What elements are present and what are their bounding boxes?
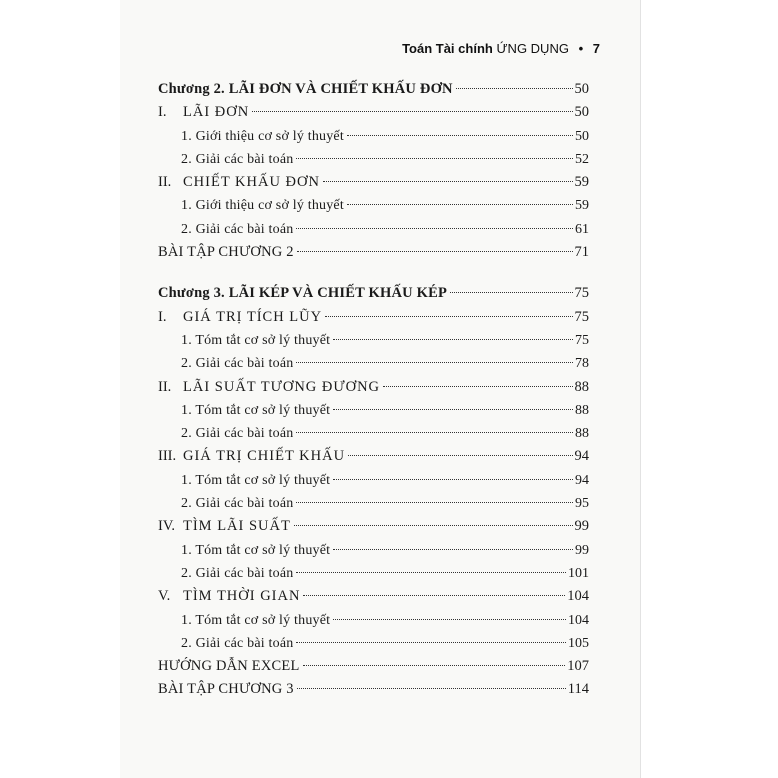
toc-section-number: III. [158,448,177,465]
toc-entry-sub [158,539,589,562]
toc-dot-leader [347,204,573,205]
toc-page-number: 75 [574,285,589,302]
toc-entry-label: 1. Giới thiệu cơ sở lý thuyết [181,128,344,144]
toc-dot-leader [325,316,572,317]
toc-entry-label: 1. Tóm tắt cơ sở lý thuyết [181,472,331,488]
toc-page-number: 94 [575,472,589,488]
toc-entry-label: 1. Tóm tắt cơ sở lý thuyết [181,402,331,418]
toc-entry-label: Chương 3. LÃI KÉP VÀ CHIẾT KHẤU KÉP [158,285,448,302]
toc-section-number: II. [158,378,172,395]
toc-entry-label: LÃI ĐƠN [183,104,250,121]
toc-entry-label: 2. Giải các bài toán [181,221,294,237]
header-bullet: • [578,41,584,56]
toc-dot-leader [296,502,573,503]
toc-entry-sub [158,125,589,148]
toc-entry-chapter [158,282,589,305]
toc-dot-leader [296,432,573,433]
toc-section-number: II. [158,174,172,191]
toc-page-number: 88 [575,402,589,418]
toc-entry-label: TÌM LÃI SUẤT [183,518,291,535]
header-title: Toán Tài chính [402,41,493,56]
toc-page-number: 101 [568,565,589,581]
toc-page-number: 104 [567,588,589,605]
toc-dot-leader [333,339,573,340]
toc-dot-leader [296,572,566,573]
toc-section-number: IV. [158,518,176,535]
toc-dot-leader [303,665,566,666]
toc-dot-leader [333,409,573,410]
toc-section-number: I. [158,104,167,121]
toc-entry-plain [158,678,589,701]
toc-entry-plain [158,655,589,678]
toc-entry-label: GIÁ TRỊ TÍCH LŨY [183,308,323,325]
toc-entry-label: 2. Giải các bài toán [181,426,294,442]
toc-entry-label: CHIẾT KHẤU ĐƠN [183,174,320,191]
toc-page-number: 94 [574,448,589,465]
toc-page-number: 114 [567,681,589,698]
toc-entry-section [158,171,589,194]
toc-dot-leader [303,595,565,596]
toc-entry-label: BÀI TẬP CHƯƠNG 2 [158,244,294,261]
toc-dot-leader [296,158,573,159]
toc-entry-label: Chương 2. LÃI ĐƠN VÀ CHIẾT KHẤU ĐƠN [158,81,453,97]
toc-entry-label: 1. Giới thiệu cơ sở lý thuyết [181,198,344,214]
header-subtitle: ỨNG DỤNG [496,41,569,56]
toc-page-number: 59 [575,198,589,214]
toc-entry-sub [158,399,589,422]
toc-page-number: 105 [568,635,589,651]
toc-entry-sub [158,422,589,445]
toc-entry-sub [158,492,589,515]
toc-entry-label: 1. Tóm tắt cơ sở lý thuyết [181,332,331,348]
toc-entry-label: 2. Giải các bài toán [181,565,294,581]
toc-dot-leader [450,292,572,293]
book-page [120,0,640,778]
toc-entry-sub [158,469,589,492]
toc-dot-leader [294,525,573,526]
toc-entry-label: 2. Giải các bài toán [181,635,294,651]
toc-page-number: 107 [567,658,589,675]
toc-entry-sub [158,562,589,585]
toc-page-number: 104 [568,612,589,628]
toc-entry-label: TÌM THỜI GIAN [183,588,301,605]
toc-entry-sub [158,609,589,632]
toc-entry-label: 1. Tóm tắt cơ sở lý thuyết [181,612,331,628]
toc-entry-sub [158,352,589,375]
toc-page-number: 50 [574,104,589,121]
toc-entry-section [158,585,589,608]
toc-entry-sub [158,148,589,171]
running-header [402,41,600,56]
toc-page-number: 75 [575,332,589,348]
toc-dot-leader [456,88,573,89]
toc-entry-chapter [158,78,589,101]
toc-dot-leader [296,362,573,363]
toc-page-number: 99 [574,518,589,535]
toc-page-number: 95 [575,496,589,512]
toc-dot-leader [323,181,573,182]
toc-entry-label: 1. Tóm tắt cơ sở lý thuyết [181,542,331,558]
toc-dot-leader [333,479,573,480]
toc-entry-label: GIÁ TRỊ CHIẾT KHẤU [183,448,346,465]
toc-entry-label: BÀI TẬP CHƯƠNG 3 [158,681,294,698]
toc-section-number: V. [158,588,171,605]
toc-entry-label: 2. Giải các bài toán [181,356,294,372]
toc-entry-section [158,306,589,329]
toc-entry-section [158,445,589,468]
toc-entry-section [158,515,589,538]
toc-page-number: 71 [574,244,589,261]
toc-dot-leader [383,386,572,387]
toc-entry-label: 2. Giải các bài toán [181,151,294,167]
toc-entry-label: LÃI SUẤT TƯƠNG ĐƯƠNG [183,378,381,395]
header-page-number: 7 [592,41,600,56]
table-of-contents [158,78,589,702]
toc-page-number: 78 [575,356,589,372]
toc-page-number: 61 [575,221,589,237]
toc-entry-sub [158,218,589,241]
toc-dot-leader [296,228,573,229]
toc-page-number: 88 [575,426,589,442]
toc-entry-sub [158,194,589,217]
toc-page-number: 52 [575,151,589,167]
toc-page-number: 99 [575,542,589,558]
toc-dot-leader [297,251,573,252]
toc-entry-plain [158,241,589,264]
toc-dot-leader [296,642,566,643]
background-margin [640,0,778,778]
toc-page-number: 50 [574,81,589,97]
toc-page-number: 75 [574,308,589,325]
toc-entry-section [158,101,589,124]
toc-dot-leader [333,619,566,620]
toc-page-number: 59 [574,174,589,191]
toc-dot-leader [252,111,572,112]
toc-entry-label: HƯỚNG DẪN EXCEL [158,658,300,675]
toc-dot-leader [297,688,566,689]
toc-dot-leader [348,455,572,456]
toc-entry-section [158,376,589,399]
toc-page-number: 50 [575,128,589,144]
toc-entry-sub [158,632,589,655]
toc-dot-leader [333,549,573,550]
toc-entry-label: 2. Giải các bài toán [181,496,294,512]
toc-section-number: I. [158,308,167,325]
toc-dot-leader [347,135,573,136]
toc-page-number: 88 [574,378,589,395]
toc-entry-sub [158,329,589,352]
